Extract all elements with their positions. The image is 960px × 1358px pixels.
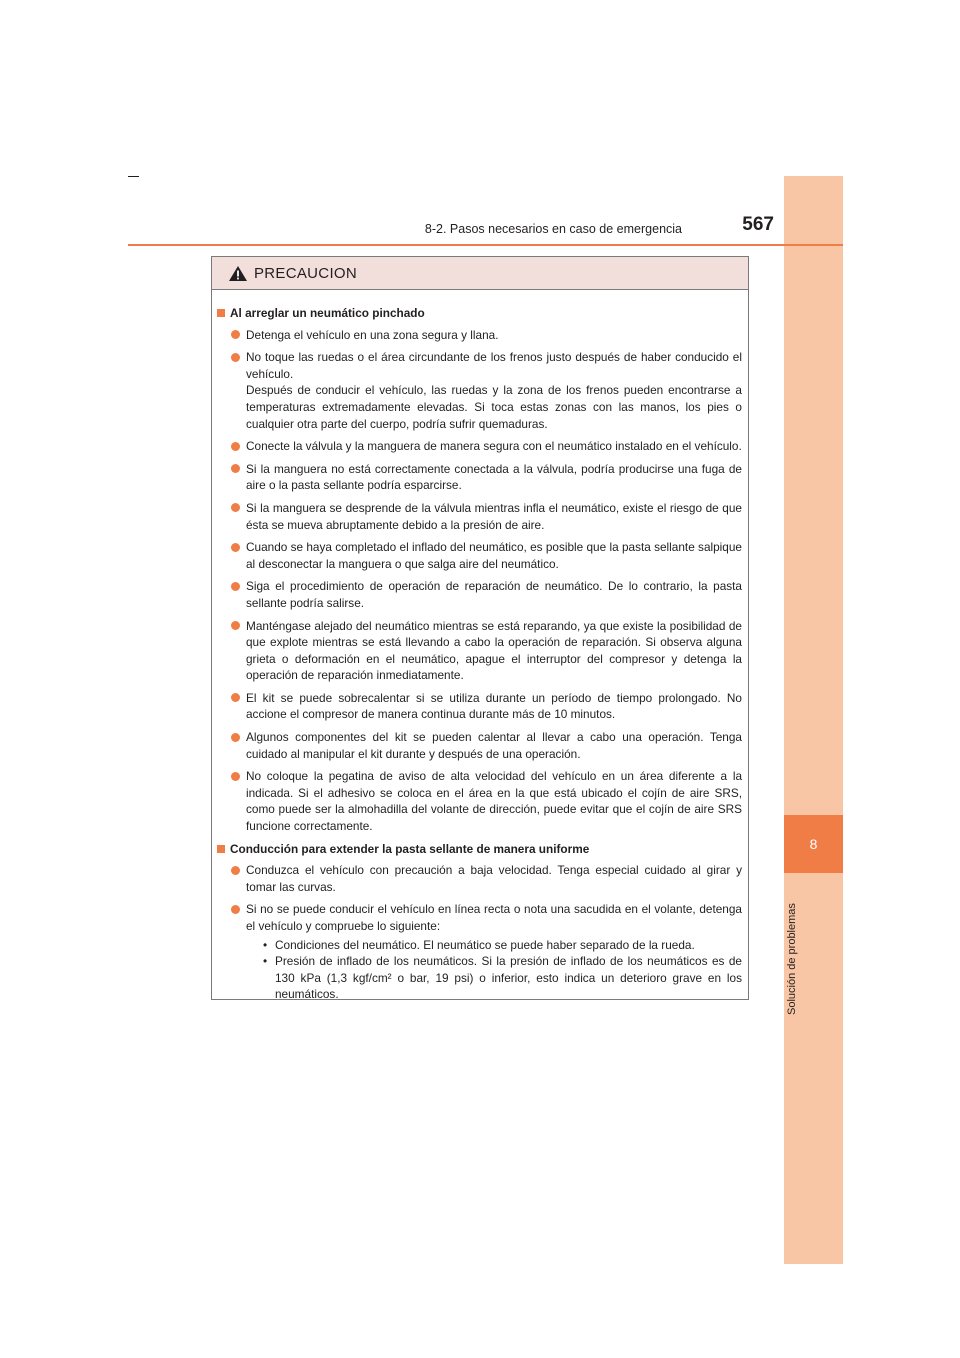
- round-bullet-icon: [231, 353, 240, 362]
- list-item-text: Conecte la válvula y la manguera de manera segura con el neumático instalado en el vehículo.: [246, 439, 742, 454]
- round-bullet-icon: [231, 772, 240, 781]
- heading-text: Conducción para extender la pasta sellante de manera uniforme: [230, 841, 590, 856]
- list-item-text: Algunos componentes del kit se pueden calentar al llevar a cabo una operación. Tenga cuidado al manipular el kit durante y después de una operación.: [246, 730, 742, 761]
- warning-body: [212, 290, 748, 1003]
- list-item-text: Siga el procedimiento de operación de reparación de neumático. De lo contrario, la pasta sellante podría salirse.: [246, 579, 742, 610]
- square-bullet-icon: [217, 845, 225, 853]
- sub-list-item-text: Presión de inflado de los neumáticos. Si la presión de inflado de los neumáticos es de 130 kPa (1,3 kgf/cm² o bar, 19 psi) o inferior, esto indica un deterioro grave en los neumáticos.: [275, 954, 742, 1002]
- list-item: [231, 862, 742, 895]
- list-item: [231, 539, 742, 572]
- warning-triangle-icon: [228, 265, 248, 282]
- round-bullet-icon: [231, 543, 240, 552]
- crop-mark: [128, 176, 139, 177]
- round-bullet-icon: [231, 905, 240, 914]
- round-bullet-icon: [231, 693, 240, 702]
- list-item-text: Detenga el vehículo en una zona segura y llana.: [246, 327, 499, 342]
- warning-box: [211, 256, 749, 1000]
- list-item-text: No toque las ruedas o el área circundante de los frenos justo después de haber conducido el vehículo. Después de conducir el vehículo, las ruedas y la zona de los frenos pueden encontrarse a temperaturas extremadamente elevadas. Si toca estas zonas con las manos, los pies o cualquier otra parte del cuerpo, podría sufrir quemaduras.: [246, 350, 742, 431]
- sub-bullet-icon: •: [263, 954, 268, 969]
- sub-list-item: [263, 953, 742, 1003]
- list-item: [231, 690, 742, 723]
- section-title: 8-2. Pasos necesarios en caso de emergencia: [424, 222, 682, 236]
- sub-bullet-icon: •: [263, 937, 268, 952]
- list-item-text: No coloque la pegatina de aviso de alta velocidad del vehículo en un área diferente a la indicada. Si el adhesivo se coloca en el área en la que está ubicado el cojín de aire SRS, como puede ser la almohadilla del volante de dirección, puede evitar que el cojín de aire SRS funcione correctamente.: [246, 769, 742, 834]
- round-bullet-icon: [231, 582, 240, 591]
- list-item: [231, 500, 742, 533]
- round-bullet-icon: [231, 442, 240, 451]
- list-item-text: El kit se puede sobrecalentar si se utiliza durante un período de tiempo prolongado. No accione el compresor de manera continua durante más de 10 minutos.: [246, 690, 742, 722]
- list-item: [231, 901, 742, 934]
- list-item: [231, 327, 742, 344]
- warning-header: [212, 257, 748, 290]
- list-item-text: Cuando se haya completado el inflado del neumático, es posible que la pasta sellante salpique al desconectar la manguera o que salga aire del neumático.: [246, 540, 742, 571]
- sub-list-item: [263, 937, 742, 954]
- chapter-number: 8: [784, 815, 843, 873]
- round-bullet-icon: [231, 464, 240, 473]
- round-bullet-icon: [231, 733, 240, 742]
- list-item: [231, 618, 742, 684]
- header-rule: [128, 244, 843, 246]
- round-bullet-icon: [231, 621, 240, 630]
- list-item-text: Conduzca el vehículo con precaución a baja velocidad. Tenga especial cuidado al girar y tomar las curvas.: [246, 863, 742, 894]
- warning-title: PRECAUCION: [254, 264, 358, 282]
- section-heading: [217, 305, 742, 322]
- list-item-text: Si la manguera no está correctamente conectada a la válvula, podría producirse una fuga de aire o la pasta sellante podría esparcirse.: [246, 461, 742, 493]
- list-item-text: Manténgase alejado del neumático mientras se está reparando, ya que existe la posibilidad de que explote mientras se está llevando a cabo la operación de reparación. Si observa alguna grieta o deformación en el neumático, apague el interruptor del compresor y detenga la operación de reparación inmediatamente.: [246, 618, 742, 683]
- section-heading: [217, 841, 742, 858]
- round-bullet-icon: [231, 330, 240, 339]
- list-item-text: Si no se puede conducir el vehículo en línea recta o nota una sacudida en el volante, detenga el vehículo y compruebe lo siguiente:: [246, 902, 742, 933]
- list-item: [231, 768, 742, 834]
- chapter-tab: [784, 176, 843, 1264]
- list-item: [231, 461, 742, 494]
- list-item-text: Si la manguera se desprende de la válvula mientras infla el neumático, existe el riesgo de que ésta se mueva abruptamente debido a la presión de aire.: [246, 500, 742, 532]
- list-item: [231, 729, 742, 762]
- heading-text: Al arreglar un neumático pinchado: [230, 306, 425, 320]
- round-bullet-icon: [231, 503, 240, 512]
- list-item: [231, 578, 742, 611]
- list-item: [231, 438, 742, 455]
- chapter-title: Solución de problemas: [786, 903, 798, 1015]
- round-bullet-icon: [231, 866, 240, 875]
- square-bullet-icon: [217, 309, 225, 317]
- page-number: 567: [742, 214, 774, 235]
- list-item: [231, 349, 742, 432]
- sub-list-item-text: Condiciones del neumático. El neumático se puede haber separado de la rueda.: [275, 937, 695, 952]
